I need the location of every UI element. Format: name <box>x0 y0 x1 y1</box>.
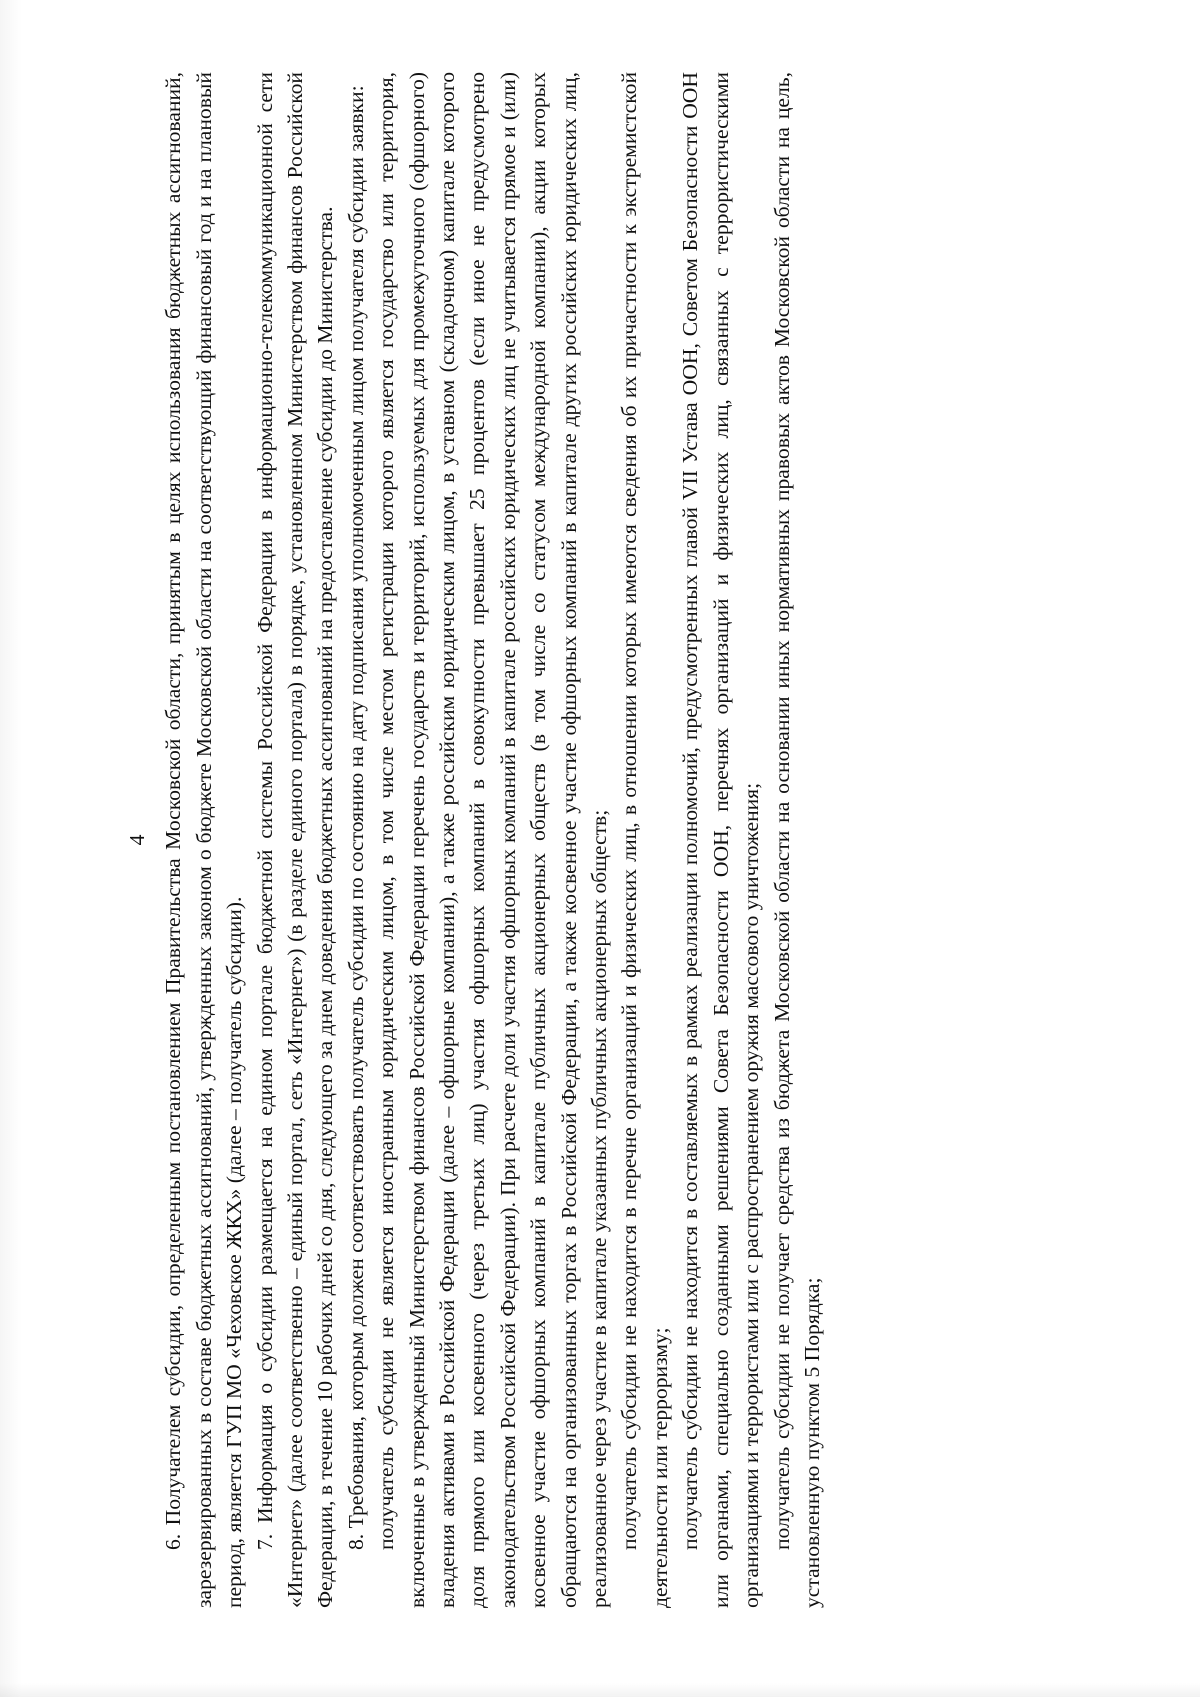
requirement-not-un-sanctions-list: получатель субсидии не находится в составляемых в рамках реализации полномочий, предусмотренных главой VII Устава ООН, Советом Безопасности ООН или органами, специально созданными решениями Совета Безопасности ООН, перечнях организаций и физических лиц, связанных с террористическими организациями и террористами или с распространением оружия массового уничтожения; <box>678 72 764 1608</box>
scan-shadow-left <box>0 0 22 1697</box>
paragraph-8-requirements: 8. Требования, которым должен соответствовать получатель субсидии по состоянию на дату подписания уполномоченным лицом получателя субсидии заявки: <box>343 85 368 1550</box>
requirement-not-foreign-entity: получатель субсидии не является иностранным юридическим лицом, в том числе местом регистрации которого является государство или территория, включенные в утвержденный Министерством финансов Российской Федерации перечень государств и территорий, используемых для промежуточного (офшорного) владения активами в Российской Федерации (далее – офшорные компании), а также российским юридическим лицом, в уставном (складочном) капитале которого доля прямого или косвенного (через третьих лиц) участия офшорных компаний в совокупности превышает 25 процентов (если иное не предусмотрено законодательством Российской Федерации). При расчете доли участия офшорных компаний в капитале российских юридических лиц не учитывается прямое и (или) косвенное участие офшорных компаний в капитале публичных акционерных обществ (в том числе со статусом международной компании), акции которых обращаются на организованных торгах в Российской Федерации, а также косвенное участие офшорных компаний в капитале других российских юридических лиц, реализованное через участие в капитале указанных публичных акционерных обществ; <box>374 72 612 1608</box>
paragraph-7-information: 7. Информация о субсидии размещается на едином портале бюджетной системы Российской Федерации в информационно-телекоммуникационной сети «Интернет» (далее соответственно – единый портал, сеть «Интернет») (в разделе единого портала) в порядке, установленном Министерством финансов Российской Федерации, в течение 10 рабочих дней со дня, следующего за днем доведения бюджетных ассигнований на предоставление субсидии до Министерства. <box>252 72 338 1608</box>
scan-shadow-bottom <box>0 1683 1200 1697</box>
rotated-text-block <box>122 72 1082 1608</box>
paragraph-6-recipient: 6. Получателем субсидии, определенным постановлением Правительства Московской области, принятым в целях использования бюджетных ассигнований, зарезервированных в составе бюджетных ассигнований, утвержденных законом о бюджете Московской области на соответствующий финансовый год и на плановый период, является ГУП МО «Чеховское ЖКХ» (далее – получатель субсидии). <box>161 72 247 1608</box>
page-number: 4 <box>125 834 149 846</box>
requirement-not-extremist-list: получатель субсидии не находится в перечне организаций и физических лиц, в отношении которых имеются сведения об их причастности к экстремистской деятельности или терроризму; <box>617 72 672 1608</box>
requirement-no-other-funds: получатель субсидии не получает средства из бюджета Московской области на основании иных нормативных правовых актов Московской области на цель, установленную пунктом 5 Порядка; <box>769 72 824 1608</box>
